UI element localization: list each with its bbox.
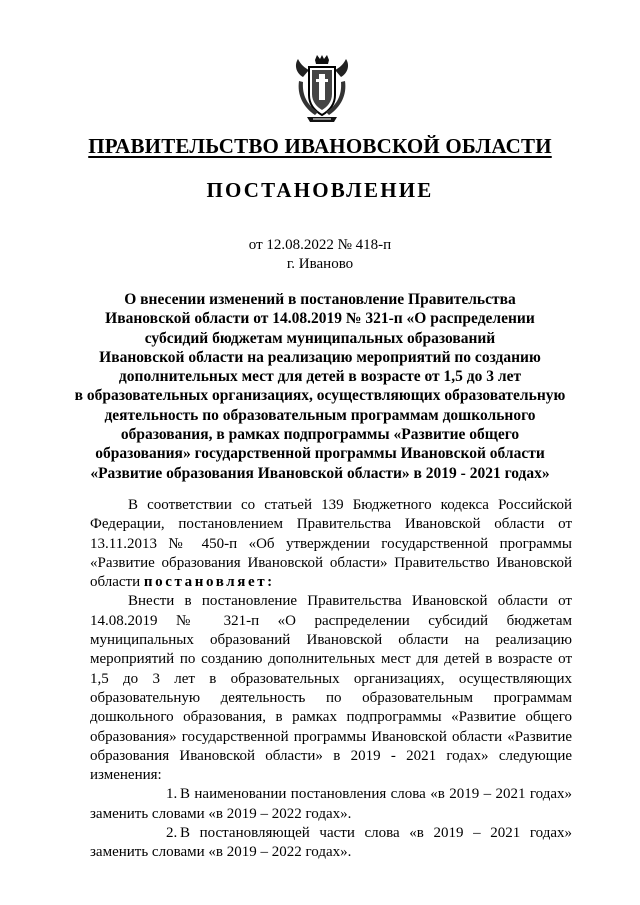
date-and-number-block: [0, 236, 640, 274]
coat-of-arms-emblem: [293, 55, 351, 125]
document-body: [90, 496, 572, 863]
title-line: дополнительных мест для детей в возрасте от 1,5 до 3 лет: [118, 368, 522, 386]
organization-name: ПРАВИТЕЛЬСТВО ИВАНОВСКОЙ ОБЛАСТИ: [88, 134, 552, 158]
amendment-paragraph: Внести в постановление Правительства Ивановской области от 14.08.2019 № 321-п «О распределении субсидий бюджетам муниципальных образований Ивановской области на реализацию мероприятий по созданию дополнительных мест для детей в возрасте от 1,5 до 3 лет в образовательных организациях, осуществляющих образовательную деятельность по образовательным программам дошкольного образования, в рамках подпрограммы «Развитие общего образования» государственной программы Ивановской области «Развитие образования Ивановской области» в 2019 - 2021 годах» следующие изменения:: [90, 593, 572, 784]
title-line: субсидий бюджетам муниципальных образований: [144, 329, 496, 347]
decree-word: постановляет:: [143, 574, 275, 591]
preamble-paragraph: [90, 496, 572, 592]
title-line: образования» государственной программы Ивановской области: [95, 445, 545, 463]
document-type: ПОСТАНОВЛЕНИЕ: [206, 178, 434, 202]
title-line: «Развитие образования Ивановской области» в 2019 - 2021 годах»: [90, 464, 550, 482]
amendment-item: [90, 785, 572, 824]
title-line: Ивановской области от 14.08.2019 № 321-п «О распределении: [105, 310, 535, 328]
item-number: 2.: [166, 825, 178, 842]
item-text: В постановляющей части слова «в 2019 – 2021 годах» заменить словами «в 2019 – 2022 годах».: [90, 825, 572, 861]
date-number: от 12.08.2022 № 418-п: [248, 237, 392, 253]
title-line: Ивановской области на реализацию мероприятий по созданию: [99, 348, 541, 366]
title-line: образования, в рамках подпрограммы «Развитие общего: [120, 426, 520, 444]
amendment-item: [90, 824, 572, 863]
item-text: В наименовании постановления слова «в 2019 – 2021 годах» заменить словами «в 2019 – 2022 годах».: [90, 786, 572, 822]
title-line: в образовательных организациях, осуществляющих образовательную: [74, 387, 566, 405]
item-number: 1.: [166, 786, 178, 803]
preamble-text: В соответствии со статьей 139 Бюджетного кодекса Российской Федерации, постановлением Правительства Ивановской области от 13.11.2013 № 450-п «Об утверждении государственной программы «Развитие образования Ивановской области» Правительство Ивановской области: [90, 497, 572, 591]
title-line: деятельность по образовательным программам дошкольного: [104, 406, 536, 424]
city: г. Иваново: [286, 256, 354, 272]
document-title: [60, 290, 580, 483]
title-line: О внесении изменений в постановление Правительства: [124, 291, 516, 308]
